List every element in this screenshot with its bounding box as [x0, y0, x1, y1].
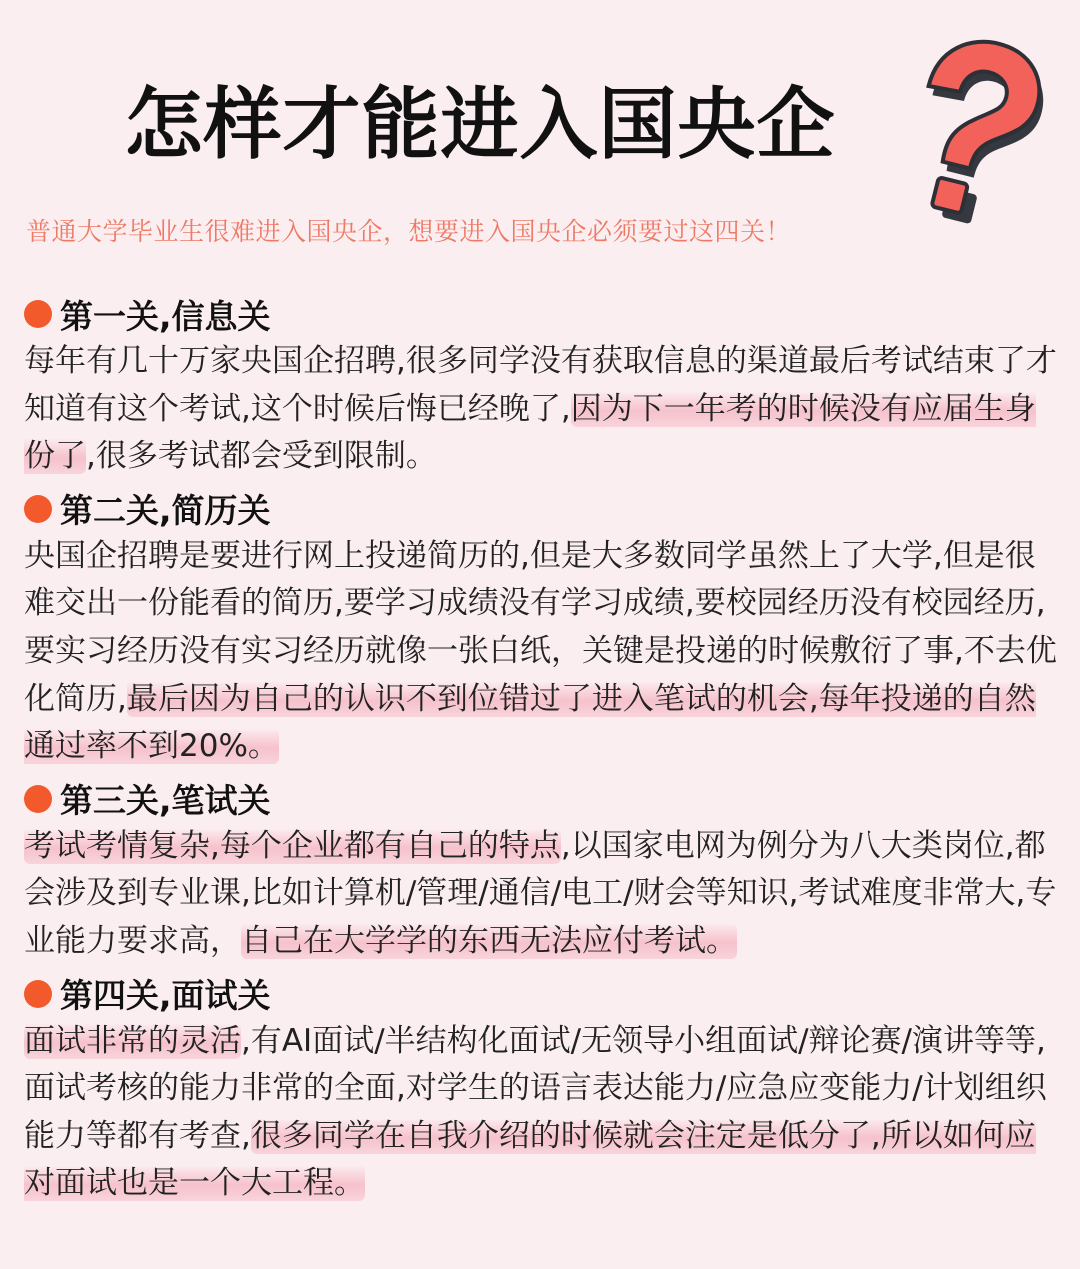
section-body	[24, 823, 1060, 966]
section-body	[24, 338, 1060, 481]
orange-dot-icon	[24, 300, 52, 328]
section-interview	[24, 970, 1060, 1208]
highlighted-text: 最后因为自己的认识不到位错过了进入笔试的机会,每年投递的自然通过率不到20%。	[24, 680, 1036, 765]
body-text: ,以国家电网为例分为八大类岗位,都会涉及到专业课,比如计算机/管理/通信/电工/财会等知识,考试难度非常大,专业能力要求高，	[24, 827, 1057, 959]
section-body	[24, 533, 1060, 771]
body-text: 央国企招聘是要进行网上投递简历的,但是大多数同学虽然上了大学,但是很难交出一份能看的简历,要学习成绩没有学习成绩,要校园经历没有校园经历,要实习经历没有实习经历就像一张白纸，关键是投递的时候敷衍了事,不去优化简历,	[24, 537, 1057, 717]
section-heading	[24, 485, 1060, 533]
highlighted-text: 考试考情复杂,每个企业都有自己的特点	[24, 827, 561, 864]
section-resume	[24, 485, 1060, 771]
highlighted-text: 面试非常的灵活	[24, 1022, 241, 1059]
section-heading-text: 第三关,笔试关	[60, 781, 271, 821]
orange-dot-icon	[24, 980, 52, 1008]
subtitle: 普通大学毕业生很难进入国央企，想要进入国央企必须要过这四关！	[26, 217, 792, 246]
section-heading-text: 第二关,简历关	[60, 491, 271, 531]
section-heading-text: 第一关,信息关	[60, 296, 271, 336]
sections-list	[24, 290, 1060, 1212]
section-written-exam	[24, 775, 1060, 966]
page-title: 怎样才能进入国央企	[124, 80, 836, 170]
section-information	[24, 290, 1060, 481]
section-heading-text: 第四关,面试关	[60, 976, 271, 1016]
highlighted-text: 很多同学在自我介绍的时候就会注定是低分了,所以如何应对面试也是一个大工程。	[24, 1117, 1036, 1202]
section-heading	[24, 775, 1060, 823]
highlighted-text: 因为下一年考的时候没有应届生身份了	[24, 390, 1036, 475]
section-heading	[24, 290, 1060, 338]
section-heading	[24, 970, 1060, 1018]
body-text: ,很多考试都会受到限制。	[86, 438, 437, 475]
body-text: ,有AI面试/半结构化面试/无领导小组面试/辩论赛/演讲等等,面试考核的能力非常的全面,对学生的语言表达能力/应急应变能力/计划组织能力等都有考查,	[24, 1022, 1047, 1154]
highlighted-text: 自己在大学学的东西无法应付考试。	[241, 922, 737, 959]
question-mark-icon	[880, 26, 1050, 226]
body-text: 每年有几十万家央国企招聘,很多同学没有获取信息的渠道最后考试结束了才知道有这个考试,这个时候后悔已经晚了,	[24, 343, 1057, 427]
section-body	[24, 1018, 1060, 1208]
orange-dot-icon	[24, 495, 52, 523]
orange-dot-icon	[24, 785, 52, 813]
